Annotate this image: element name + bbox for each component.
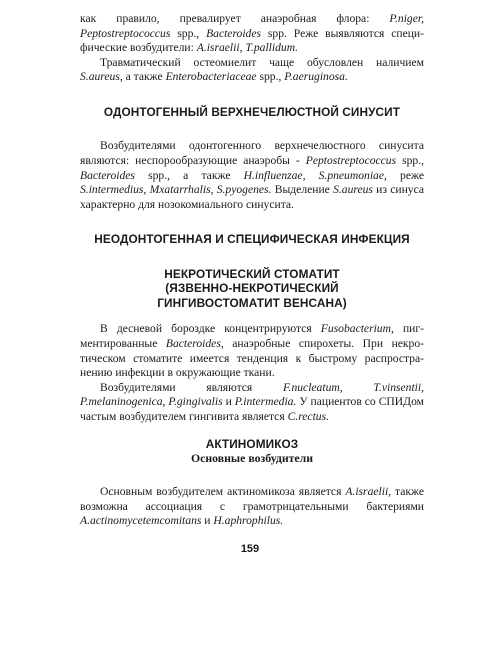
text-run: spp., xyxy=(170,26,207,40)
species-name: Bacteroides xyxy=(206,26,262,40)
text-run: spp., xyxy=(256,70,285,84)
text-run: spp., xyxy=(396,154,424,168)
heading-stomatitis-line2: (ЯЗВЕННО-НЕКРОТИЧЕСКИЙ xyxy=(165,281,339,296)
paragraph-flora xyxy=(80,12,424,56)
paragraph-sinusitis xyxy=(80,139,424,212)
species-name: A.actinomycetemcomitans xyxy=(80,514,202,528)
species-name: S.aureus, xyxy=(80,70,123,84)
species-name: C.rectus. xyxy=(287,410,329,423)
species-name: H.influenzae, S.pneumoniae, xyxy=(243,168,387,182)
text-run: как правило, превалирует анаэробная флора: xyxy=(80,12,390,25)
text-run: Возбудителями являются xyxy=(100,380,283,394)
heading-stomatitis-line3: ГИНГИВОСТОМАТИТ ВЕНСАНА) xyxy=(157,295,347,310)
species-name: S.intermedius, Mxatarrhalis, S.pyogenes. xyxy=(80,183,272,197)
species-name: Peptostreptococcus xyxy=(80,26,171,40)
text-run: и xyxy=(222,395,235,409)
paragraph-gingival xyxy=(80,322,424,380)
text-run: анаэробные спирохеты. При некро-тическом стоматите имеется тенденция к быстрому распростра-нению инфекции в окружающие ткани. xyxy=(80,337,425,380)
text-run: реже xyxy=(386,168,424,182)
species-name: Fusobacterium, xyxy=(320,322,394,336)
text-run: а также xyxy=(122,70,166,84)
text-run: пиг-ментированные xyxy=(80,322,424,351)
subheading-main-agents: Основные возбудители xyxy=(190,451,314,466)
text-run: также возможна ассоциация с грамотрицательными бактериями xyxy=(80,485,425,513)
text-run: из синуса характерно для нозокомиального синусита. xyxy=(80,183,425,211)
species-name: Bacteroides xyxy=(80,168,135,182)
species-name: Enterobacteriaceae xyxy=(165,70,257,84)
paragraph-osteomyelitis xyxy=(80,56,424,85)
heading-actinomycosis: АКТИНОМИКОЗ xyxy=(205,436,299,451)
text-run: и xyxy=(201,514,214,528)
heading-sinusitis: ОДОНТОГЕННЫЙ ВЕРХНЕЧЕЛЮСТНОЙ СИНУСИТ xyxy=(103,104,401,119)
heading-stomatitis-line1: НЕКРОТИЧЕСКИЙ СТОМАТИТ xyxy=(164,266,340,281)
species-name: Bacteroides, xyxy=(165,337,224,351)
species-name: P.intermedia. xyxy=(234,395,297,409)
text-run: spp., а также xyxy=(134,168,244,182)
text-run: Основным возбудителем актиномикоза является xyxy=(100,485,346,499)
species-name: F.nucleatum, T.vinsentii, P.melaninogenica, P.gingivalis xyxy=(80,380,425,409)
page-number: 159 xyxy=(240,543,260,555)
species-name: P.aeruginosa. xyxy=(284,70,348,84)
species-name: A.israelii, T.pallidum. xyxy=(196,41,298,55)
text-run: В десневой бороздке концентрируются xyxy=(100,322,321,336)
text-run: Выделение xyxy=(271,183,334,197)
species-name: H.aphrophilus. xyxy=(213,514,284,528)
heading-nonodontogenic: НЕОДОНТОГЕННАЯ И СПЕЦИФИЧЕСКАЯ ИНФЕКЦИЯ xyxy=(94,232,410,247)
species-name: S.aureus xyxy=(333,183,373,197)
text-run: У пациентов со СПИДом частым возбудителем гингивита является xyxy=(80,395,424,423)
species-name: P.niger, xyxy=(389,12,424,25)
paragraph-actinomycosis xyxy=(80,485,424,529)
species-name: Peptostreptococcus xyxy=(305,154,397,168)
text-run: Травматический остеомиелит чаще обусловлен наличием xyxy=(100,55,424,69)
paragraph-agents xyxy=(80,381,424,425)
text-run: Возбудителями одонтогенного верхнечелюстного синусита являются: неспорообразующие анаэробы - xyxy=(80,139,424,168)
text-run: spp. Реже выявляются специ-фические возбудители: xyxy=(80,26,425,55)
species-name: A.israelii, xyxy=(345,485,392,499)
